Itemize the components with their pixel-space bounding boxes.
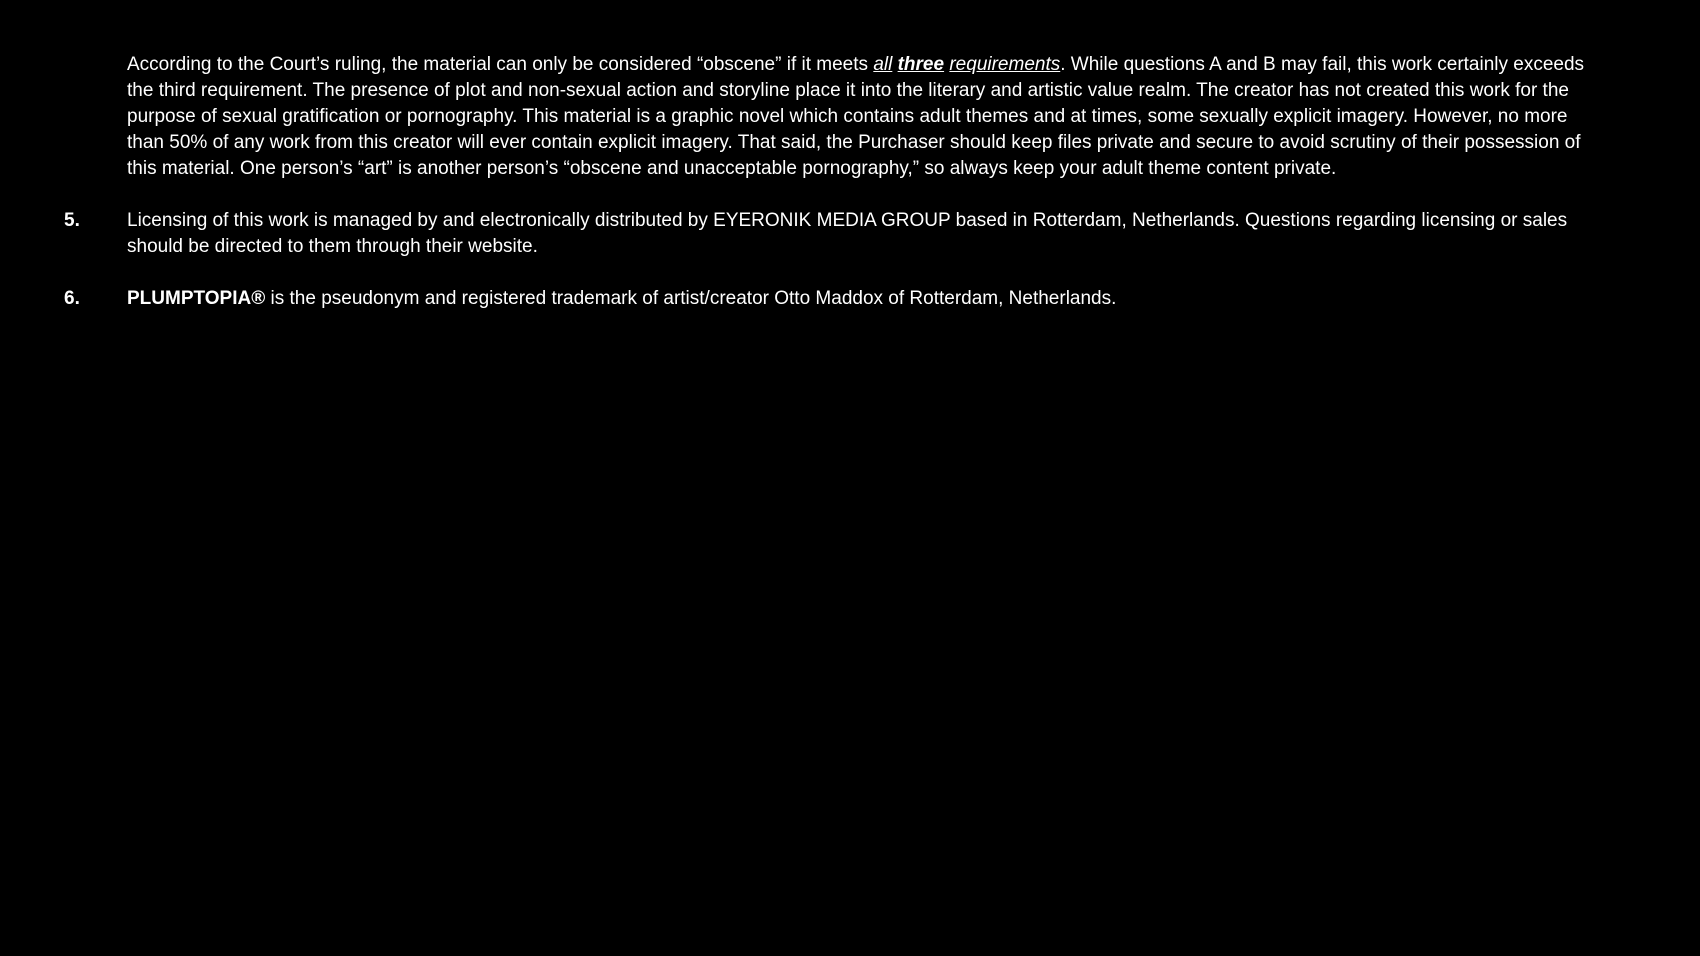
list-item-number: 5.: [64, 210, 80, 231]
list-item-trademark: [64, 286, 1624, 312]
list-item-number: 6.: [64, 288, 80, 309]
list-item-text: [127, 286, 1624, 312]
obscenity-paragraph: [127, 52, 1607, 182]
trademark-name: PLUMPTOPIA®: [127, 288, 266, 309]
list-item-text: Licensing of this work is managed by and electronically distributed by EYERONIK MEDIA GROUP based in Rotterdam, Netherlands. Questions regarding licensing or sales should be directed to them through their website.: [127, 210, 1568, 257]
list-item-licensing: [64, 208, 1624, 260]
emphasis-three: three: [897, 54, 945, 75]
intro-text-rest: . While questions A and B may fail, this work certainly exceeds the third requirement. The presence of plot and non-sexual action and storyline place it into the literary and artistic value realm. The creator has not created this work for the purpose of sexual gratification or pornography. This material is a graphic novel which contains adult themes and at times, some sexually explicit imagery. However, no more than 50% of any work from this creator will ever contain explicit imagery. That said, the Purchaser should keep files private and secure to avoid scrutiny of their possession of this material. One person’s “art” is another person’s “obscene and unacceptable pornography,” so always keep your adult theme content private.: [127, 54, 1585, 179]
emphasis-requirements: requirements: [949, 54, 1061, 75]
trademark-description: is the pseudonym and registered trademark of artist/creator Otto Maddox of Rotterdam, Netherlands.: [265, 288, 1117, 309]
emphasis-all: all: [873, 54, 893, 75]
intro-text-start: According to the Court’s ruling, the material can only be considered “obscene” if it meets: [127, 54, 874, 75]
